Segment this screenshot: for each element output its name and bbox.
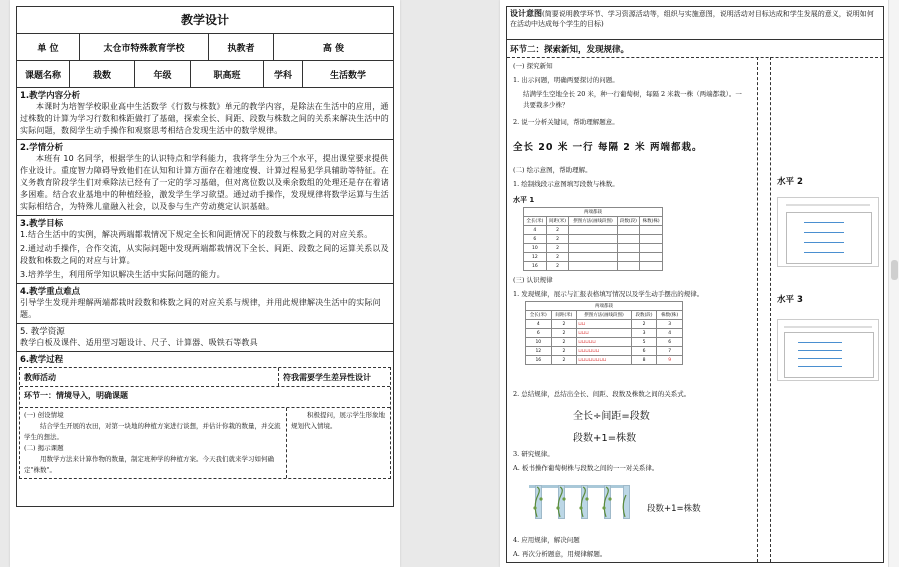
table-row: 12 2 ⊔⊔⊔⊔⊔⊔ 6 7: [526, 347, 683, 356]
question-1-text: 结满学生空地全长 20 米，种一行葡萄树，每隔 2 米栽一株（两端都栽）。一共要栽多少株？: [523, 90, 742, 109]
grape-plant-picture: [529, 481, 629, 521]
verify-a: A. 板书操作葡萄树株与段数之间的一一对关系律。: [513, 464, 659, 472]
table-row: 4 2 ⊔⊔ 2 3: [526, 320, 683, 329]
table-cell: 12: [524, 253, 547, 262]
grade-value: 职高班: [191, 61, 264, 87]
section-body: 本课时为培智学校职业高中生活数学《行数与株数》单元的教学内容，是除法在生活中的应用，通过株数的计算为学习行数和株距做打了基础，探索全长、间距、段数与株数之间的关系来解决生活中的实际问题，数阅学生动手操作和观察思考相结合发现生活中的数学规律。: [20, 102, 389, 135]
unit-row: [17, 34, 393, 61]
col-design: 符我需要学生差异性设计: [283, 372, 371, 382]
objective-item: 3.培养学生，利用所学知识解决生活中实际问题的能力。: [20, 270, 225, 279]
section-resources: [17, 324, 393, 352]
thumb-table: [786, 212, 872, 264]
apply-a: A. 再次分析题意，用规律解题。: [513, 550, 607, 558]
table-cell: 6: [526, 329, 552, 338]
table-cell: 3: [657, 320, 683, 329]
lesson-plan-table: [16, 6, 394, 507]
table-cell: 2: [631, 320, 657, 329]
table-cell: 2: [551, 347, 577, 356]
level-2-label: 水平 2: [777, 177, 803, 187]
subject-label: 学科: [264, 61, 303, 87]
table-header: 段数(段): [631, 311, 657, 320]
draw-instruction: 1. 绘制线段示意图填写段数与株数。: [513, 180, 619, 188]
section-content-analysis: [17, 88, 393, 140]
section-body: 教学白板及课件、适用型习题设计、尺子、计算器、吸铁石等教具: [20, 338, 258, 347]
table-cell: 2: [551, 329, 577, 338]
segment-title: 环节二：探索新知，发现规律。: [507, 40, 883, 58]
thumb-line: [798, 342, 842, 343]
table-cell: 12: [526, 347, 552, 356]
table-header: 间距(米): [551, 311, 577, 320]
worksheet-table-filled: [525, 301, 683, 365]
process-table-continued: [506, 6, 884, 563]
scrollbar-thumb[interactable]: [891, 260, 898, 280]
note-body: 积极提问，展示学生形象地规划代入情境。: [291, 411, 385, 430]
level-3-worksheet-thumbnail: [777, 319, 879, 381]
table-header: 全长(米): [524, 217, 547, 226]
section-objectives: [17, 216, 393, 284]
grade-label: 年级: [135, 61, 191, 87]
table-row: 6 2 ⊔⊔⊔ 3 4: [526, 329, 683, 338]
page-title: 教学设计: [17, 7, 393, 34]
level-3-label: 水平 3: [777, 295, 803, 305]
teacher-activity: [20, 408, 287, 478]
course-row: [17, 61, 393, 88]
thumb-line: [798, 366, 842, 367]
table-cell: 4: [526, 320, 552, 329]
page-gap: [400, 0, 500, 567]
level-2-worksheet-thumbnail: [777, 197, 879, 267]
table-cell: 6: [524, 235, 547, 244]
sub-title: (一) 创设情境: [24, 411, 64, 419]
unit-value: 太仓市特殊教育学校: [80, 34, 209, 60]
table-cell: 16: [524, 262, 547, 271]
table-cell: 16: [526, 356, 552, 365]
objective-item: 1.结合生活中的实例，解决两端都栽情况下规定全长和间距情况下的段数与株数之间的对应关系。: [20, 230, 373, 239]
table-row: 16 2 ⊔⊔⊔⊔⊔⊔⊔⊔ 8 9: [526, 356, 683, 365]
level-1-label: 水平 1: [513, 196, 535, 204]
table-header: 株数(株): [657, 311, 683, 320]
keywords: 全长 20 米 一行 每隔 2 米 两端都栽。: [513, 142, 703, 153]
table-header: 间距(米): [546, 217, 569, 226]
question-1: 1. 出示问题，明确两要探讨的问题。: [513, 76, 619, 84]
vertical-scrollbar[interactable]: [888, 0, 899, 567]
section-process: [17, 352, 393, 506]
design-intent-text: (简要说明教学环节、学习资源活动等，组织与实施意图，说明活动对目标达成和学生发展的意义，说明如何在活动中达成每个学生的目标): [510, 10, 874, 28]
thumb-line: [804, 242, 844, 243]
table-cell: 10: [526, 338, 552, 347]
table-title: 两端都栽: [526, 302, 683, 311]
section-body: 本班有 10 名同学，根据学生的认识特点和学科能力，我将学生分为三个水平，提出课堂要求提供作业设计。重度智力障碍导致他们在认知和计算方面存在着速度慢、计算过程易犯学具辅助等特征。在义务教育阶段学生们对乘除法已经有了一定的学习基础，但对离位数以及乘余数组的处理还是存在着诸多困难。结合农业基地中的种植经验，激发学生学习欲望。通过动手操作，发现规律将数学运算与生活实际相结合，为特殊儿童融入社会，以及参与生产劳动奠定认识基础。: [20, 154, 389, 211]
author-label: 执教者: [209, 34, 274, 60]
differentiation-note: [287, 408, 390, 478]
worksheet-table-level-1: [523, 207, 663, 271]
sub-title: (一) 探究新知: [513, 62, 553, 70]
table-cell: 2: [551, 356, 577, 365]
thumb-line: [786, 204, 870, 206]
section-title: 4.教学重点难点: [20, 287, 81, 297]
thumb-line: [784, 326, 872, 328]
section-title: 1.教学内容分析: [20, 91, 81, 101]
find-rule: 1. 发现规律，展示与汇报表格填写情况以及学生动手摆出的规律。: [513, 290, 704, 298]
section-title: 6.教学过程: [20, 355, 64, 365]
process-table-header: [20, 368, 390, 387]
verify-rule: 3. 研究规律。: [513, 450, 554, 458]
objective-item: 2.通过动手操作，合作交流，从实际问题中发现两端都栽情况下全长、间距、段数之间的运算关系以及段数和株数之间的对应与计算。: [20, 244, 389, 265]
sub-title: (二) 绘示意图，帮助理解。: [513, 166, 592, 174]
summary-rule: 2. 总结规律，总结出全长、间距、段数及株数之间的关系式。: [513, 390, 691, 398]
table-cell: 7: [657, 347, 683, 356]
table-header: 摆图方法(画线段图): [569, 217, 617, 226]
table-title: 两端都栽: [524, 208, 663, 217]
sub-title: (三) 认识规律: [513, 276, 553, 284]
table-row: 16 2: [524, 262, 663, 271]
table-cell: 6: [631, 347, 657, 356]
left-page: [10, 0, 400, 567]
table-cell: 2: [551, 338, 577, 347]
process-table: [19, 367, 391, 479]
design-intent: [507, 7, 883, 40]
section-title: 2.学情分析: [20, 143, 64, 153]
table-row: 12 2: [524, 253, 663, 262]
course-label: 课题名称: [17, 61, 70, 87]
teacher-activity-column: [507, 57, 758, 562]
table-header: 全长(米): [526, 311, 552, 320]
table-cell: 9: [657, 356, 683, 365]
table-cell: 4: [657, 329, 683, 338]
spacer-column: [758, 57, 771, 562]
process-columns: [507, 57, 883, 562]
table-cell: 10: [524, 244, 547, 253]
thumb-table: [784, 332, 874, 378]
formula-count: 段数+1=株数: [573, 433, 637, 444]
table-row: 6 2: [524, 235, 663, 244]
thumb-line: [804, 252, 844, 253]
table-header: 株数(株): [640, 217, 663, 226]
table-header: 段数(段): [617, 217, 640, 226]
vine-icon: [529, 481, 629, 521]
col-teacher: 教师活动: [20, 368, 279, 386]
table-row: 4 2: [524, 226, 663, 235]
differentiation-column: [771, 57, 883, 562]
apply-rule: 4. 应用规律，解决问题: [513, 536, 580, 544]
sub-body: 用数学方法来计算作物的数量，制定班种学的种植方案。今天我们就来学习如何确定"株数"。: [24, 455, 274, 474]
table-cell: 3: [631, 329, 657, 338]
course-value: 栽数: [70, 61, 135, 87]
formula-segments: 全长÷间距=段数: [573, 411, 650, 422]
table-header: 摆图方法(画线段图): [577, 311, 631, 320]
thumb-line: [798, 358, 842, 359]
process-table-body: [20, 408, 390, 478]
section-body: 引导学生发现并理解两端都栽时段数和株数之间的对应关系与规律，并用此规律解决生活中的实际问题。: [20, 298, 381, 319]
author-value: 高 俊: [322, 43, 345, 54]
thumb-line: [798, 350, 842, 351]
unit-label: 单 位: [17, 34, 80, 60]
table-cell: 4: [524, 226, 547, 235]
table-cell: 8: [631, 356, 657, 365]
section-key-points: [17, 284, 393, 324]
segment-title: 环节一：情境导入，明确课题: [20, 387, 390, 408]
thumb-line: [804, 232, 844, 233]
question-2: 2. 说一分析关键词，帮助理解题意。: [513, 118, 619, 126]
section-title: 5. 教学资源: [20, 327, 65, 337]
sub-title: (二) 揭示课题: [24, 444, 64, 452]
table-cell: 6: [657, 338, 683, 347]
sub-body: 结合学生开展的农田，对第一块地的种植方案进行谈想，并估计你栽的数量，并交流学生的想法。: [24, 422, 281, 441]
table-cell: 2: [551, 320, 577, 329]
section-title: 3.教学目标: [20, 219, 64, 229]
table-cell: 5: [631, 338, 657, 347]
thumb-line: [804, 222, 844, 223]
formula-count-repeat: 段数+1=株数: [647, 504, 701, 514]
table-row: 10 2 ⊔⊔⊔⊔⊔ 5 6: [526, 338, 683, 347]
section-student-analysis: [17, 140, 393, 216]
table-row: 10 2: [524, 244, 663, 253]
design-intent-label: 设计意图: [510, 9, 542, 18]
subject-value: 生活数学: [329, 70, 366, 81]
right-page: [500, 0, 888, 567]
